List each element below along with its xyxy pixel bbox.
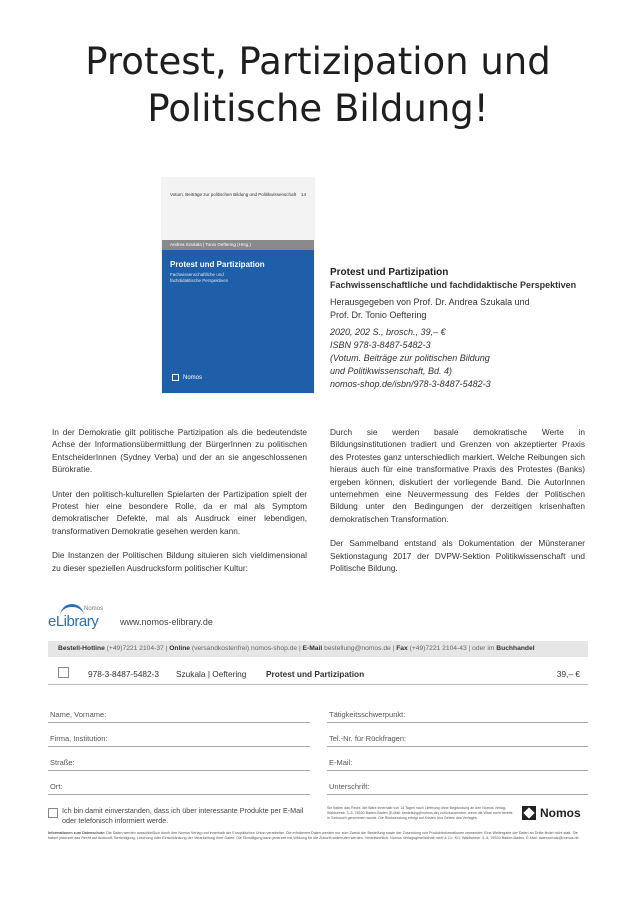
book-editors-line-2: Prof. Dr. Tonio Oeftering — [330, 310, 427, 320]
book-title: Protest und Partizipation — [330, 267, 449, 278]
paragraph: Durch sie werden basale demokratische Werte in Bildungsinstitutionen tradiert und Grenzen von akzeptierter Praxis des Protestes ganz unterschiedlich markiert. Welche Reibungen sich hieraus auch für eine transformative Praxis des Protestes (Banks) ergeben können, diskutiert der vorliegende Band. Die AutorInnen unternehmen eine Neuvermessung des Feldes der Politischen Bildung unter den Bedingungen der derzeitigen krisenhaften demokratischen Transformation. — [330, 427, 585, 524]
elibrary-banner — [48, 604, 213, 630]
book-detail-series-2: und Politikwissenschaft, Bd. 4) — [330, 366, 453, 376]
cover-series-name: Votum. Beiträge zur politischen Bildung und Politikwissenschaft — [170, 192, 297, 197]
consent-checkbox[interactable] — [48, 808, 58, 818]
name-label: Name, Vorname: — [50, 710, 107, 719]
order-checkbox[interactable] — [58, 667, 69, 678]
book-info — [330, 266, 610, 391]
elibrary-logo — [48, 604, 114, 630]
paragraph: Unter den politisch-kulturellen Spielarten der Partizipation spielt der Protest hier eine besondere Rolle, da er mal als Symptom demokratischer Defekte, mal als Ausdruck einer lebendigen, transformativen Demokratie gesehen werden kann. — [52, 488, 307, 536]
cover-subtitle: Fachwissenschaftliche und fachdidaktische Perspektiven — [170, 272, 229, 283]
activity-field[interactable] — [327, 700, 588, 723]
privacy-label: Informationen zum Datenschutz: — [48, 831, 106, 835]
order-hotline-bar — [48, 641, 588, 657]
nomos-logo — [522, 806, 581, 820]
book-detail-pages-price: 2020, 202 S., brosch., 39,– € — [330, 327, 446, 337]
cover-publisher-logo — [172, 374, 202, 381]
nomos-logo-icon — [522, 806, 536, 820]
book-detail-shop-link[interactable]: nomos-shop.de/isbn/978-3-8487-5482-3 — [330, 379, 491, 389]
order-row — [48, 664, 588, 685]
street-label: Straße: — [50, 758, 75, 767]
consent-text: Ich bin damit einverstanden, dass ich über interessante Produkte per E-Mail oder telefonisch informiert werde. — [62, 806, 304, 825]
book-details — [330, 326, 610, 391]
email-field[interactable] — [327, 748, 588, 771]
nomos-logo-text: Nomos — [540, 806, 581, 820]
order-isbn: 978-3-8487-5482-3 — [88, 669, 160, 679]
online-label: Online — [169, 645, 191, 652]
order-email: bestellung@nomos.de | — [322, 645, 397, 652]
company-label: Firma, Institution: — [50, 734, 108, 743]
cover-authors: Andrea Szukala | Tonio Oeftering (Hrsg.) — [162, 240, 314, 250]
book-detail-series-1: (Votum. Beiträge zur politischen Bildung — [330, 353, 490, 363]
order-authors: Szukala | Oeftering — [176, 669, 247, 679]
consent — [48, 806, 310, 826]
order-price: 39,– € — [556, 669, 580, 679]
activity-label: Tätigkeitsschwerpunkt: — [329, 710, 406, 719]
fax-label: Fax — [396, 645, 408, 652]
name-field[interactable] — [48, 700, 310, 723]
elibrary-brand: eLibrary — [48, 613, 99, 630]
elibrary-url[interactable]: www.nomos-elibrary.de — [120, 617, 213, 627]
elibrary-brand-small: Nomos — [84, 606, 104, 612]
order-title: Protest und Partizipation — [266, 669, 365, 679]
headline-line-2: Politische Bildung! — [147, 87, 489, 130]
book-editors-line-1: Herausgegeben von Prof. Dr. Andrea Szukala und — [330, 297, 530, 307]
cover-title: Protest und Partizipation — [170, 260, 265, 269]
signature-label: Unterschrift: — [329, 782, 370, 791]
bookstore-label: Buchhandel — [496, 645, 535, 652]
email-label: E-Mail: — [329, 758, 353, 767]
paragraph: Der Sammelband entstand als Dokumentation der Münsteraner Sektionstagung 2017 der DVPW-Sektion Politikwissenschaft und Politische Bildung. — [330, 538, 585, 574]
online-shop: (versandkostenfrei) nomos-shop.de | — [190, 645, 303, 652]
nomos-mark-icon — [172, 374, 179, 381]
phone-field[interactable] — [327, 724, 588, 747]
fax-number: (+49)7221 2104-43 | oder im — [407, 645, 497, 652]
privacy-text: Die Daten werden ausschließlich durch den Nomos Verlag und innerhalb der Europäischen Union verarbeitet. Die erhobenen Daten werden nur zum Zweck der Bestellung sowie der Zusendung von Produktinformationen verwendet. Eine Weitergabe der Daten an Dritte findet nicht statt. Sie haben jederzeit das Recht auf Auskunft, Berichtigung, Löschung oder Einschränkung der Verarbeitung Ihrer Daten. Die Einwilligung kann jederzeit mit Wirkung für die Zukunft widerrufen werden. Verantwortlich: Nomos Verlagsgesellschaft mbH & Co. KG, Waldseestr. 3–5, 76530 Baden-Baden, E-Mail: datenschutz@nomos.de. — [48, 831, 580, 841]
city-label: Ort: — [50, 782, 63, 791]
privacy-notice — [48, 831, 588, 841]
hotline-label: Bestell-Hotline — [58, 645, 105, 652]
cover-blue-panel — [162, 250, 314, 393]
headline — [0, 38, 636, 132]
email-label: E-Mail — [302, 645, 323, 652]
hotline-phone: (+49)7221 2104-37 | — [104, 645, 170, 652]
street-field[interactable] — [48, 748, 310, 771]
book-cover — [162, 178, 314, 393]
withdrawal-notice: Sie haben das Recht, die Ware innerhalb von 14 Tagen nach Lieferung ohne Begründung an den Nomos Verlag, Waldseestr. 3–5, 76530 Baden-Baden (E-Mail: bestellung@nomos.de) zurückzusenden, wenn die Ware nicht bereits in Gebrauch genommen wurde. Die Rücksendung erfolgt auf Kosten und Gefahr des Verlages. — [327, 806, 513, 820]
signature-field[interactable] — [327, 772, 588, 795]
cover-publisher: Nomos — [183, 374, 203, 381]
paragraph: In der Demokratie gilt politische Partizipation als die bedeutendste Achse der Informationsübermittlung der BürgerInnen zu politischen EntscheiderInnen (Sydney Verba) und der an sie angeschlossenen Bürokratie. — [52, 427, 307, 475]
book-detail-isbn: ISBN 978-3-8487-5482-3 — [330, 340, 431, 350]
cover-series — [170, 192, 306, 197]
body-text-left — [52, 426, 307, 586]
company-field[interactable] — [48, 724, 310, 747]
body-text-right — [330, 426, 585, 586]
headline-line-1: Protest, Partizipation und — [85, 40, 551, 83]
paragraph: Die Instanzen der Politischen Bildung situieren sich vieldimensional zu dieser speziellen Ausdrucksform politischer Kultur: — [52, 550, 307, 573]
phone-label: Tel.-Nr. für Rückfragen: — [329, 734, 407, 743]
book-subtitle: Fachwissenschaftliche und fachdidaktische Perspektiven — [330, 280, 577, 290]
city-field[interactable] — [48, 772, 310, 795]
book-editors — [330, 296, 610, 322]
cover-series-number: 14 — [300, 192, 306, 197]
